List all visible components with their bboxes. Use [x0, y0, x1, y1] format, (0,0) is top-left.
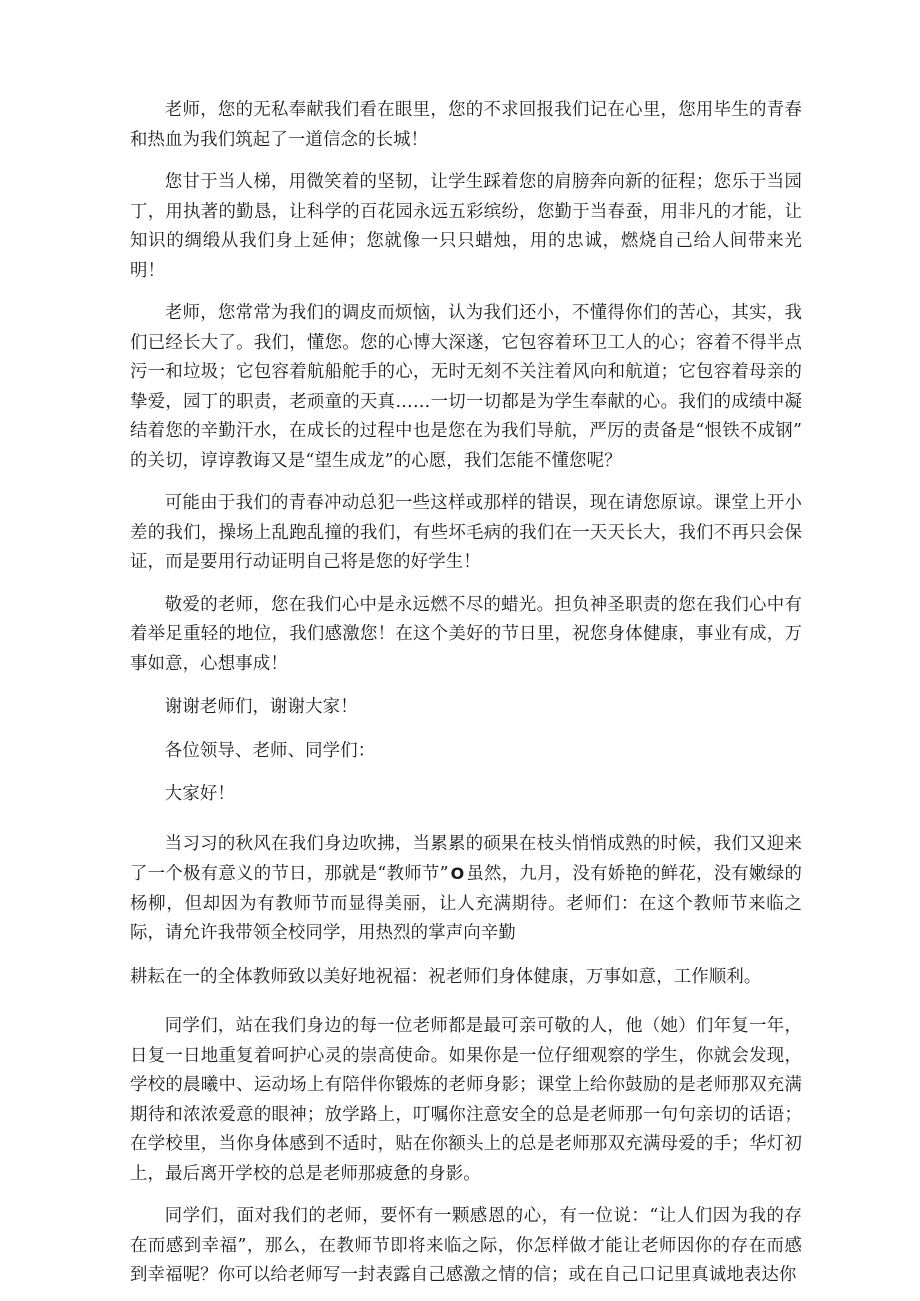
paragraph-3: 老师，您常常为我们的调皮而烦恼，认为我们还小，不懂得你们的苦心，其实，我们已经长大了。我们，懂您。您的心博大深遂，它包容着环卫工人的心；容着不得半点污一和垃圾；它包容着航船舵手的心，无时无刻不关注着风向和航道；它包容着母亲的挚爱，园丁的职责，老顽童的天真……一切一切都是为学生奉献的心。我们的成绩中凝结着您的辛勤汗水，在成长的过程中也是您在为我们导航，严厉的责备是“恨铁不成钢”的关切，谆谆教诲又是“望生成龙”的心愿，我们怎能不懂您呢？	[130, 303, 802, 471]
paragraph-2: 您甘于当人梯，用微笑着的坚韧，让学生踩着您的肩膀奔向新的征程；您乐于当园丁，用执著的勤恳，让科学的百花园永远五彩缤纷，您勤于当春蚕，用非凡的才能，让知识的绸缎从我们身上延伸；您就像一只只蜡烛，用的忠诚，燃烧自己给人间带来光明！	[130, 172, 802, 281]
paragraph-thanks: 谢谢老师们，谢谢大家！	[164, 697, 358, 717]
paragraph-1: 老师，您的无私奉献我们看在眼里，您的不求回报我们记在心里，您用毕生的青春和热血为我们筑起了一道信念的长城！	[130, 100, 802, 150]
paragraph-blessing-orphan-line: 耕耘在一的全体教师致以美好地祝福：祝老师们身体健康，万事如意，工作顺利。	[130, 966, 762, 987]
paragraph-salutation: 各位领导、老师、同学们：	[164, 740, 376, 761]
circle-o-mark: O	[450, 864, 465, 883]
document-text-body	[130, 96, 802, 1301]
paragraph-autumn-opening	[130, 830, 802, 949]
paragraph-greeting: 大家好！	[164, 784, 235, 804]
paragraph-teachers-devotion: 同学们，站在我们身边的每一位老师都是最可亲可敬的人，他（她）们年复一年，日复一日地重复着呵护心灵的崇高使命。如果你是一位仔细观察的学生，你就会发现，学校的晨曦中、运动场上有陪伴你锻炼的老师身影；课堂上给你鼓励的是老师那双充满期待和浓浓爱意的眼神；放学路上，叮嘱你注意安全的总是老师那一句句亲切的话语；在学校里，当你身体感到不适时，贴在你额头上的总是老师那双充满母爱的手；华灯初上，最后离开学校的总是老师那疲惫的身影。	[130, 1016, 802, 1184]
paragraph-gratitude: 同学们，面对我们的老师，要怀有一颗感恩的心，有一位说：“让人们因为我的存在而感到幸福”，那么，在教师节即将来临之际，你怎样做才能让老师因你的存在而感到幸福呢？你可以给老师写一封表露自己感激之情的信；或在自己口记里真诚地表达你	[130, 1206, 802, 1285]
paragraph-autumn-text-after: 虽然，九月，没有娇艳的鲜花，没有嫩绿的杨柳，但却因为有教师节而显得美丽，让人充满期待。老师们：在这个教师节来临之际，请允许我带领全校同学，用热烈的掌声向辛勤	[130, 864, 802, 943]
paragraph-autumn-text-before: 当习习的秋风在我们身边吹拂，当累累的硕果在枝头悄悄成熟的时候，我们又迎来了一个极有意义的节日，那就是“教师节”	[130, 833, 802, 884]
paragraph-4: 可能由于我们的青春冲动总犯一些这样或那样的错误，现在请您原谅。课堂上开小差的我们，操场上乱跑乱撞的我们，有些坏毛病的我们在一天天长大，我们不再只会保证，而是要用行动证明自己将是您的好学生！	[130, 493, 802, 572]
paragraph-5: 敬爱的老师，您在我们心中是永远燃不尽的蜡光。担负神圣职责的您在我们心中有着举足重轻的地位，我们感激您！在这个美好的节日里，祝您身体健康，事业有成，万事如意，心想事成！	[130, 594, 802, 674]
